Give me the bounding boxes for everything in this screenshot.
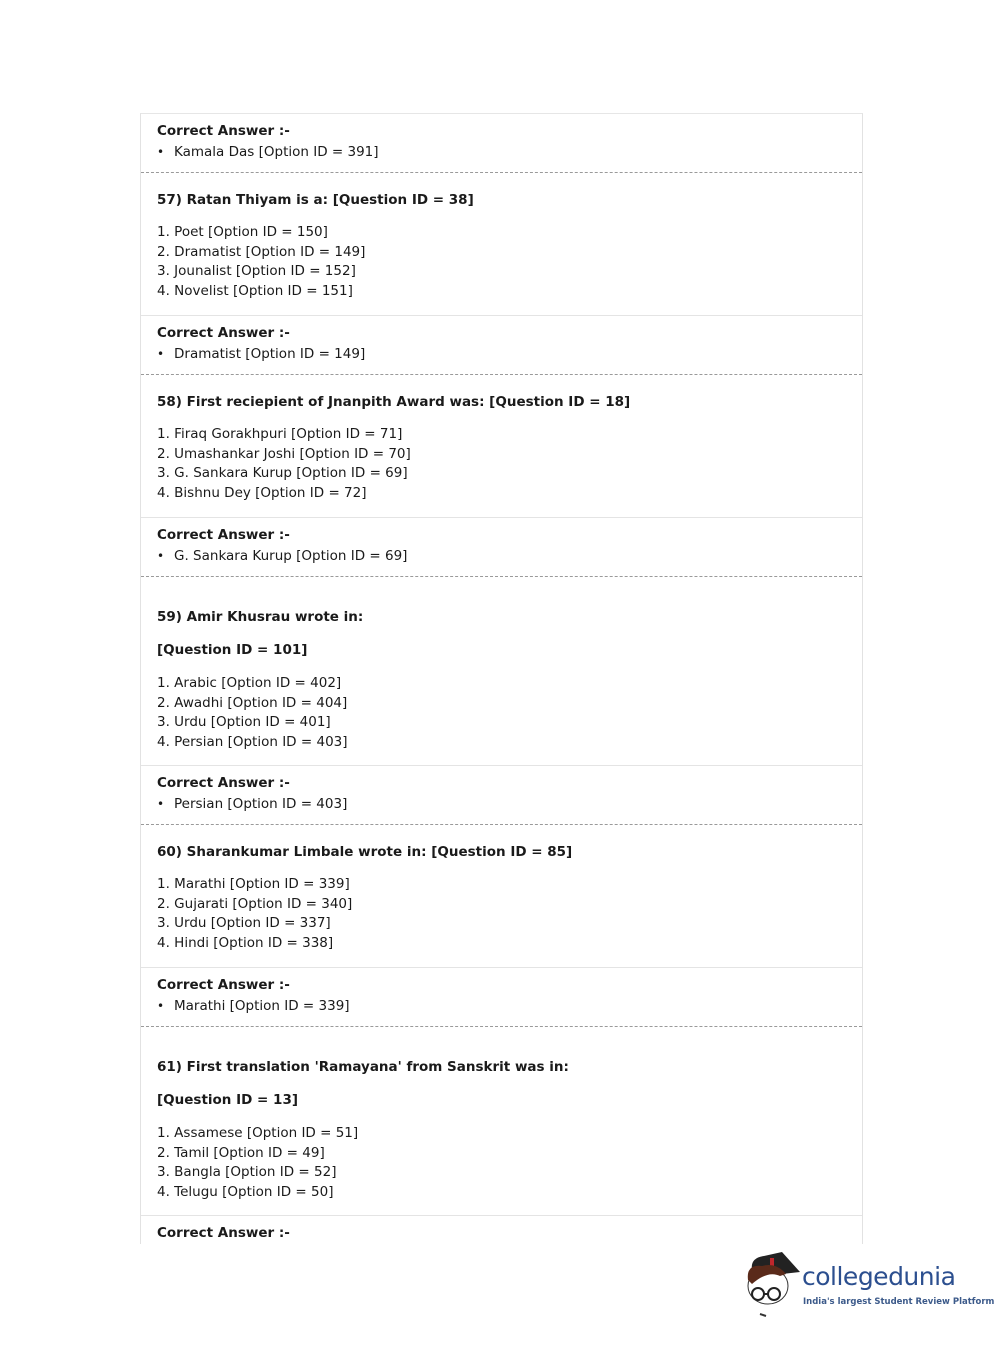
option-item: 2. Umashankar Joshi [Option ID = 70] bbox=[157, 445, 411, 462]
correct-answer-section bbox=[141, 316, 862, 375]
correct-answer-label: Correct Answer :- bbox=[157, 977, 290, 993]
option-item: 1. Marathi [Option ID = 339] bbox=[157, 876, 350, 892]
option-item: 4. Persian [Option ID = 403] bbox=[157, 733, 348, 750]
question-id: [Question ID = 101] bbox=[157, 642, 308, 658]
option-item: 2. Dramatist [Option ID = 149] bbox=[157, 243, 366, 260]
question-title: 58) First reciepient of Jnanpith Award was: [Question ID = 18] bbox=[157, 394, 631, 410]
option-item: 3. Urdu [Option ID = 337] bbox=[157, 915, 331, 931]
option-item: 2. Gujarati [Option ID = 340] bbox=[157, 895, 353, 912]
option-item: 4. Bishnu Dey [Option ID = 72] bbox=[157, 484, 367, 501]
option-item: 4. Novelist [Option ID = 151] bbox=[157, 282, 353, 299]
option-item: 1. Arabic [Option ID = 402] bbox=[157, 675, 342, 691]
correct-answer-label: Correct Answer :- bbox=[157, 527, 290, 543]
correct-answer-item: • Kamala Das [Option ID = 391] bbox=[157, 141, 862, 164]
options-list bbox=[157, 674, 862, 752]
question-section bbox=[141, 375, 862, 518]
option-item: 1. Poet [Option ID = 150] bbox=[157, 224, 328, 240]
correct-answer-label: Correct Answer :- bbox=[157, 123, 290, 139]
mascot-icon bbox=[742, 1250, 802, 1320]
option-item: 3. Bangla [Option ID = 52] bbox=[157, 1164, 337, 1180]
correct-answer-section bbox=[141, 766, 862, 825]
question-title: 59) Amir Khusrau wrote in: bbox=[157, 609, 364, 625]
question-section bbox=[141, 577, 862, 766]
option-item: 2. Awadhi [Option ID = 404] bbox=[157, 694, 348, 711]
question-title: 60) Sharankumar Limbale wrote in: [Question ID = 85] bbox=[157, 844, 573, 860]
option-item: 3. G. Sankara Kurup [Option ID = 69] bbox=[157, 465, 408, 481]
correct-answer-label: Correct Answer :- bbox=[157, 1225, 290, 1241]
question-title: 57) Ratan Thiyam is a: [Question ID = 38] bbox=[157, 192, 474, 208]
question-paper bbox=[140, 113, 863, 1244]
option-item: 3. Jounalist [Option ID = 152] bbox=[157, 263, 356, 279]
correct-answer-section bbox=[141, 518, 862, 577]
question-title: 61) First translation 'Ramayana' from Sanskrit was in: bbox=[157, 1059, 569, 1075]
correct-answer-item: • Persian [Option ID = 403] bbox=[157, 793, 862, 816]
correct-answer-label: Correct Answer :- bbox=[157, 775, 290, 791]
correct-answer-section bbox=[141, 1216, 862, 1244]
option-item: 2. Tamil [Option ID = 49] bbox=[157, 1144, 325, 1161]
question-section bbox=[141, 825, 862, 968]
correct-answer-section bbox=[141, 968, 862, 1027]
option-item: 1. Assamese [Option ID = 51] bbox=[157, 1125, 359, 1141]
option-item: 3. Urdu [Option ID = 401] bbox=[157, 714, 331, 730]
collegedunia-logo bbox=[742, 1250, 995, 1320]
correct-answer-item: • G. Sankara Kurup [Option ID = 69] bbox=[157, 545, 862, 568]
question-id: [Question ID = 13] bbox=[157, 1092, 299, 1108]
question-section bbox=[141, 173, 862, 316]
option-item: 1. Firaq Gorakhpuri [Option ID = 71] bbox=[157, 426, 403, 442]
option-item: 4. Telugu [Option ID = 50] bbox=[157, 1183, 334, 1200]
options-list bbox=[157, 875, 862, 953]
options-list bbox=[157, 223, 862, 301]
correct-answer-label: Correct Answer :- bbox=[157, 325, 290, 341]
correct-answer-item: • Marathi [Option ID = 339] bbox=[157, 995, 862, 1018]
option-item: 4. Hindi [Option ID = 338] bbox=[157, 934, 334, 951]
options-list bbox=[157, 1124, 862, 1202]
correct-answer-section bbox=[141, 114, 862, 173]
options-list bbox=[157, 425, 862, 503]
correct-answer-item: • Dramatist [Option ID = 149] bbox=[157, 343, 862, 366]
question-section bbox=[141, 1027, 862, 1216]
brand-tagline: India's largest Student Review Platform bbox=[803, 1297, 995, 1307]
brand-name: collegedunia bbox=[802, 1262, 956, 1291]
